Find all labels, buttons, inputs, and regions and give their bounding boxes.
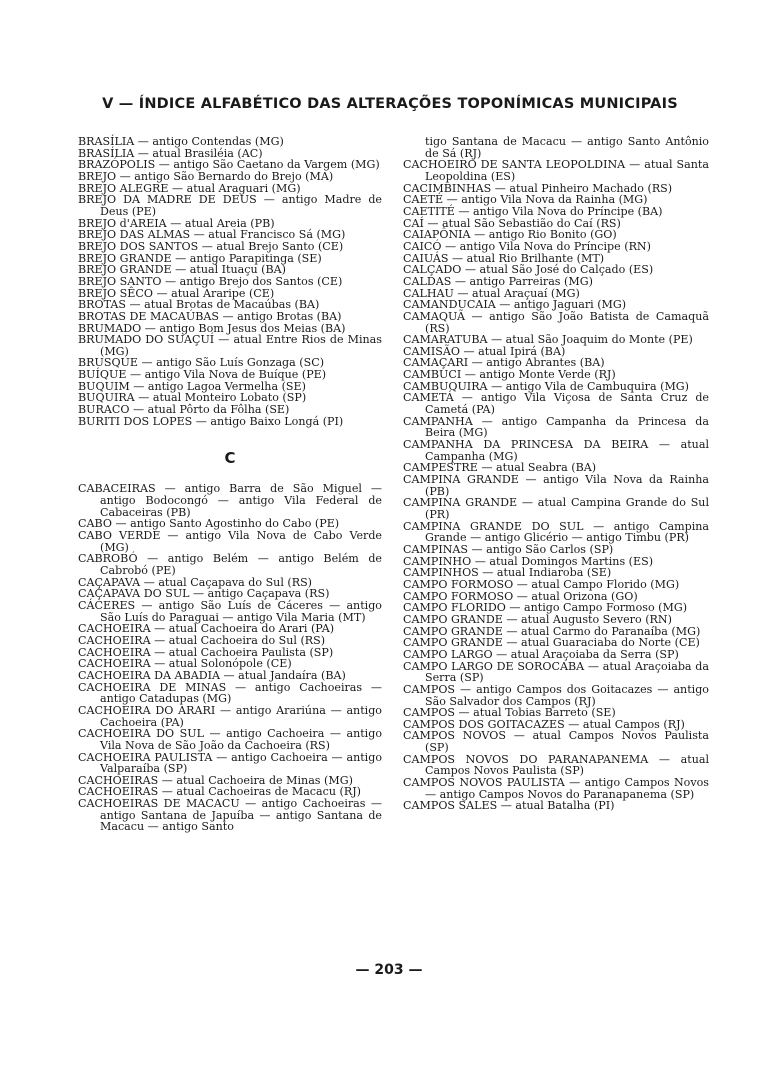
- index-entry: CAMPOS — antigo Campos dos Goitacazes — antigo São Salvador dos Campos (RJ): [403, 682, 709, 708]
- index-entry: BRASÍLIA — atual Brasiléia (AC): [78, 146, 263, 160]
- index-entry: BREJO SANTO — antigo Brejo dos Santos (CE): [78, 274, 343, 288]
- index-entry: CAMPINA GRANDE — antigo Vila Nova da Rainha (PB): [403, 473, 709, 498]
- index-entry: CAMPO FORMOSO — atual Orizona (GO): [403, 589, 638, 603]
- index-entry: CAETÉ — antigo Vila Nova da Rainha (MG): [403, 193, 648, 207]
- index-entry: BREJO d'AREIA — atual Areia (PB): [78, 216, 275, 230]
- index-entry: CALHAU — atual Araçuaí (MG): [403, 286, 580, 300]
- index-entry: CAMANDUCAIA — antigo Jaguari (MG): [403, 298, 627, 312]
- index-entry: BREJO GRANDE — atual Ituaçu (BA): [78, 263, 286, 277]
- index-entry: CAÇAPAVA DO SUL — antigo Caçapava (RS): [78, 587, 330, 601]
- index-entry: CÁCERES — antigo São Luís de Cáceres — antigo São Luís do Paraguai — antigo Vila Maria (MT): [78, 598, 382, 624]
- index-entry: CAETITÉ — antigo Vila Nova do Príncipe (BA): [403, 204, 663, 218]
- index-entry: CACHOEIRA DE MINAS — antigo Cachoeiras — antigo Catadupas (MG): [78, 680, 382, 706]
- index-entry: CACHOEIRA — atual Cachoeira do Sul (RS): [78, 633, 326, 647]
- index-entry: CAMPINA GRANDE — atual Campina Grande do Sul (PR): [403, 496, 709, 521]
- index-entry: BUQUIM — antigo Lagoa Vermelha (SE): [78, 379, 306, 393]
- index-entry: BREJO DAS ALMAS — atual Francisco Sá (MG): [78, 228, 346, 242]
- index-entry: BREJO — antigo São Bernardo do Brejo (MA): [78, 169, 334, 183]
- index-entry: BRASÍLIA — antigo Contendas (MG): [78, 135, 284, 148]
- index-entry: CAÍ — atual São Sebastião do Caí (RS): [403, 216, 621, 230]
- index-entry: CAMBUQUIRA — antigo Vila de Cambuquira (MG): [403, 379, 689, 393]
- entries-letter-c: [78, 483, 382, 833]
- index-entry: CAMPINHOS — atual Indiaroba (SE): [403, 566, 612, 580]
- index-entry: CAMISÃO — atual Ipirá (BA): [403, 344, 566, 358]
- index-entry: CABROBÓ — antigo Belém — antigo Belém de Cabrobó (PE): [78, 552, 382, 577]
- section-letter-c: C: [224, 449, 236, 468]
- page-number: — 203 —: [355, 962, 423, 978]
- index-entry: CAMPINHO — atual Domingos Martins (ES): [403, 554, 654, 568]
- index-entry: CACHOEIRA — atual Cachoeira do Arari (PA): [78, 622, 335, 636]
- index-entry: CAMPOS — atual Tobias Barreto (SE): [403, 706, 616, 720]
- index-entry: CACHOEIRA DO ARARI — antigo Arariúna — antigo Cachoeira (PA): [78, 703, 382, 729]
- index-entry: CAMPOS NOVOS — atual Campos Novos Paulista (SP): [403, 729, 709, 755]
- index-entry: CACHOEIRAS — atual Cachoeiras de Macacu (RJ): [78, 785, 361, 799]
- index-entry: BRUMADO DO SUAÇUÍ — atual Entre Rios de Minas (MG): [78, 333, 382, 358]
- index-entry: BROTAS DE MACAÚBAS — antigo Brotas (BA): [78, 309, 342, 323]
- index-entry: CAMPANHA DA PRINCESA DA BEIRA — atual Campanha (MG): [403, 438, 709, 463]
- index-entry: CACHOEIRA PAULISTA — antigo Cachoeira — antigo Valparaíba (SP): [78, 750, 382, 776]
- index-entry: CAMETÁ — antigo Vila Viçosa de Santa Cruz de Cametá (PA): [403, 391, 709, 417]
- index-entry: CAMPO GRANDE — atual Carmo do Paranaíba (MG): [403, 624, 701, 638]
- index-entry: BUÍQUE — antigo Vila Nova de Buíque (PE): [78, 368, 327, 382]
- index-entry: BREJO DOS SANTOS — atual Brejo Santo (CE): [78, 239, 344, 253]
- index-entry: CAMPANHA — antigo Campanha da Princesa da Beira (MG): [403, 414, 709, 440]
- index-entry: CACHOEIRA DO SUL — antigo Cachoeira — antigo Vila Nova de São João da Cachoeira (RS): [78, 727, 382, 752]
- index-entry: CAMBUCI — antigo Monte Verde (RJ): [403, 368, 616, 382]
- index-entry: CAIUÁS — atual Rio Brilhante (MT): [403, 251, 605, 265]
- index-entry: BURITI DOS LOPES — antigo Baixo Longá (PI): [78, 414, 344, 428]
- index-entry: CAMPO FORMOSO — atual Campo Florido (MG): [403, 577, 680, 591]
- index-entry: CAMPO FLORIDO — antigo Campo Formoso (MG): [403, 601, 688, 615]
- index-entry: BROTAS — atual Brotas de Macaúbas (BA): [78, 298, 320, 312]
- index-entry: CACHOEIRAS DE MACACU — antigo Cachoeiras — antigo Santana de Japuíba — antigo Santana de Macacu — antigo Santo: [78, 797, 382, 834]
- index-entry: CAMPO GRANDE — atual Guaraciaba do Norte (CE): [403, 636, 700, 650]
- index-entry: CAÇAPAVA — atual Caçapava do Sul (RS): [78, 575, 313, 589]
- index-entry: CABO VERDE — antigo Vila Nova de Cabo Verde (MG): [78, 529, 382, 554]
- index-entry: CAMPINA GRANDE DO SUL — antigo Campina Grande — antigo Glicério — antigo Timbu (PR): [403, 519, 709, 545]
- index-entry: CAMPINAS — antigo São Carlos (SP): [403, 542, 614, 556]
- index-entry: CACHOEIRA — atual Cachoeira Paulista (SP): [78, 645, 334, 659]
- index-entry: CACHOEIRA DA ABADIA — atual Jandaíra (BA): [78, 668, 346, 682]
- index-entry: BREJO DA MADRE DE DEUS — antigo Madre de Deus (PE): [78, 193, 382, 218]
- index-entry: CAMPOS SALES — atual Batalha (PI): [403, 799, 615, 813]
- index-entry: CAMPO LARGO — atual Araçoiaba da Serra (SP): [403, 647, 679, 661]
- entries-letter-b: [78, 136, 382, 427]
- index-entry: BREJO ALEGRE — atual Araguari (MG): [78, 181, 301, 195]
- index-entry: BREJO SÊCO — atual Araripe (CE): [78, 286, 275, 300]
- index-entry: BUQUIRA — atual Monteiro Lobato (SP): [78, 391, 307, 405]
- index-entry: CACHOEIRAS — atual Cachoeira de Minas (MG): [78, 773, 353, 787]
- index-entry: CAMPOS NOVOS PAULISTA — antigo Campos Novos — antigo Campos Novos do Paranapanema (SP): [403, 776, 709, 801]
- index-entry: CAICÓ — antigo Vila Nova do Príncipe (RN): [403, 239, 651, 253]
- left-column: [78, 136, 382, 833]
- page-heading: V — ÍNDICE ALFABÉTICO DAS ALTERAÇÕES TOPONÍMICAS MUNICIPAIS: [102, 96, 678, 112]
- index-entry: CALDAS — antigo Parreiras (MG): [403, 274, 593, 288]
- index-entry: CAIAPÔNIA — antigo Rio Bonito (GO): [403, 228, 617, 242]
- index-entry: CAMPESTRE — atual Seabra (BA): [403, 461, 597, 475]
- index-entry: CABACEIRAS — antigo Barra de São Miguel — antigo Bodocongó — antigo Vila Federal de Cabaceiras (PB): [78, 482, 382, 519]
- index-entry: BREJO GRANDE — antigo Parapitinga (SE): [78, 251, 322, 265]
- index-entry: BRAZÓPOLIS — antigo São Caetano da Vargem (MG): [78, 158, 380, 172]
- index-entry: BURACO — atual Pôrto da Fôlha (SE): [78, 403, 290, 417]
- right-column: [403, 136, 709, 812]
- index-entry: BRUSQUE — antigo São Luís Gonzaga (SC): [78, 356, 325, 370]
- index-entry: tigo Santana de Macacu — antigo Santo Antônio de Sá (RJ): [425, 135, 709, 160]
- index-entry: CACHOEIRO DE SANTA LEOPOLDINA — atual Santa Leopoldina (ES): [403, 158, 709, 183]
- index-entry: CAMAÇARI — antigo Abrantes (BA): [403, 356, 605, 370]
- entries-right: [403, 136, 709, 812]
- index-entry: CAMPO LARGO DE SOROCABA — atual Araçoiaba da Serra (SP): [403, 659, 709, 685]
- index-entry: CACHOEIRA — atual Solonópole (CE): [78, 657, 292, 671]
- index-entry: CAMARATUBA — atual São Joaquim do Monte (PE): [403, 333, 693, 347]
- index-entry: BRUMADO — antigo Bom Jesus dos Meias (BA): [78, 321, 346, 335]
- index-entry: CAMPOS NOVOS DO PARANAPANEMA — atual Campos Novos Paulista (SP): [403, 752, 709, 778]
- index-entry: CAMPOS DOS GOITACAZES — atual Campos (RJ): [403, 717, 685, 731]
- index-entry: CABO — antigo Santo Agostinho do Cabo (PE): [78, 517, 340, 531]
- index-entry: CALÇADO — atual São José do Calçado (ES): [403, 263, 654, 277]
- index-entry: CAMAQUÃ — antigo São João Batista de Camaquã (RS): [403, 309, 709, 335]
- index-entry: CAMPO GRANDE — atual Augusto Severo (RN): [403, 612, 672, 626]
- index-entry: CACIMBINHAS — atual Pinheiro Machado (RS): [403, 181, 673, 195]
